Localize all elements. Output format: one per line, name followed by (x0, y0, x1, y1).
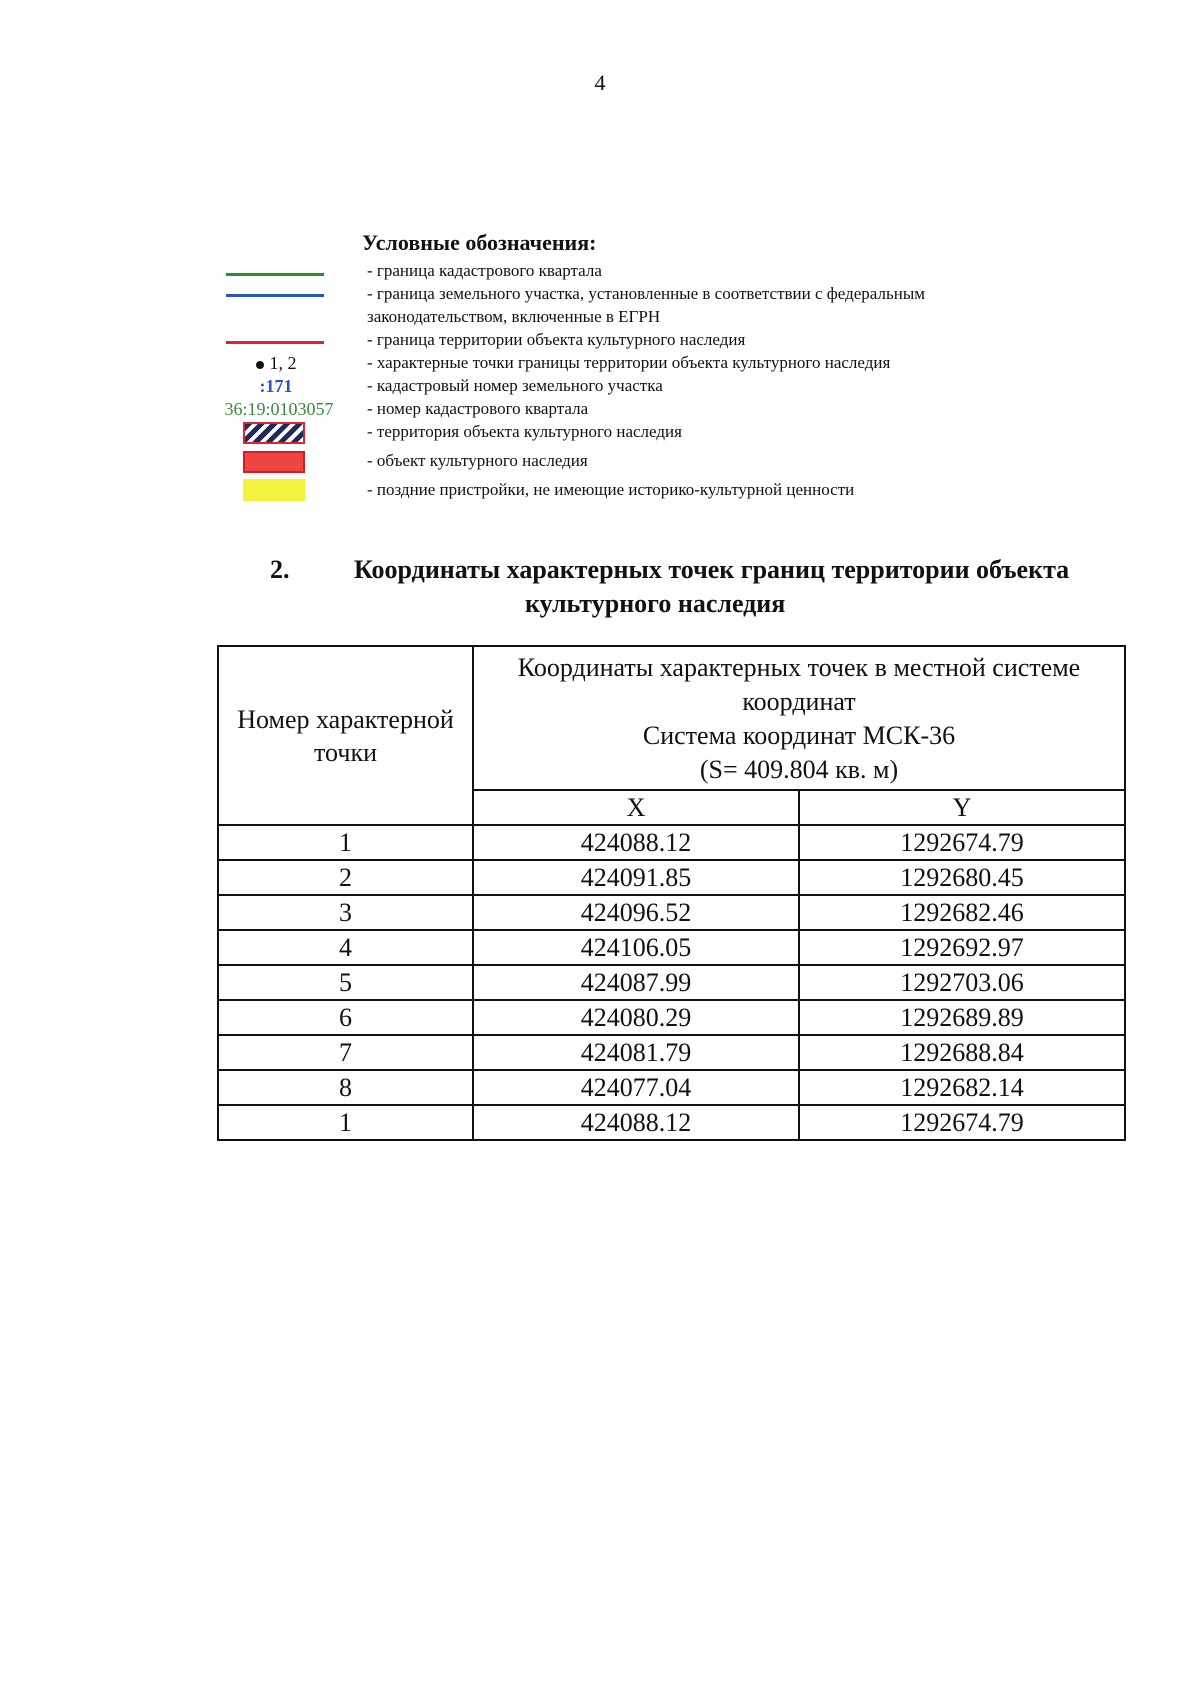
page-number: 4 (594, 70, 606, 95)
legend-item-text: - характерные точки границы территории объекта культурного наследия (367, 353, 891, 372)
y-cell: 1292692.97 (799, 930, 1125, 965)
y-cell: 1292682.46 (799, 895, 1125, 930)
table-row (218, 1070, 1125, 1105)
hatched-territory-icon (243, 422, 305, 444)
x-cell: 424096.52 (473, 895, 799, 930)
x-cell: 424088.12 (473, 825, 799, 860)
heritage-object-icon (243, 451, 305, 473)
legend-item-text: - граница земельного участка, установленные в соответствии с федеральным (367, 284, 926, 303)
table-row (218, 860, 1125, 895)
cadastral-number-symbol: :171 (259, 376, 293, 396)
legend-item-text: - кадастровый номер земельного участка (367, 376, 663, 395)
legend-item-text: - номер кадастрового квартала (367, 399, 589, 418)
y-cell: 1292680.45 (799, 860, 1125, 895)
legend-item-text: - граница кадастрового квартала (367, 261, 602, 280)
green-line-icon (226, 273, 324, 276)
point-dot-icon (256, 361, 264, 369)
point-cell: 8 (218, 1070, 473, 1105)
y-cell: 1292674.79 (799, 825, 1125, 860)
section-title-line-1: Координаты характерных точек границ территории объекта (354, 555, 1070, 584)
point-cell: 7 (218, 1035, 473, 1070)
red-line-icon (226, 341, 324, 344)
x-cell: 424088.12 (473, 1105, 799, 1140)
legend-item-text: - поздние пристройки, не имеющие историко-культурной ценности (367, 480, 855, 499)
x-cell: 424081.79 (473, 1035, 799, 1070)
y-cell: 1292674.79 (799, 1105, 1125, 1140)
point-cell: 2 (218, 860, 473, 895)
point-cell: 6 (218, 1000, 473, 1035)
y-cell: 1292689.89 (799, 1000, 1125, 1035)
point-cell: 1 (218, 1105, 473, 1140)
table-row (218, 895, 1125, 930)
x-cell: 424077.04 (473, 1070, 799, 1105)
point-symbol (236, 353, 316, 374)
table-row (218, 930, 1125, 965)
table-row (218, 825, 1125, 860)
x-cell: 424080.29 (473, 1000, 799, 1035)
coordinates-header (473, 646, 1125, 790)
y-cell: 1292682.14 (799, 1070, 1125, 1105)
y-cell: 1292688.84 (799, 1035, 1125, 1070)
table-row (218, 1000, 1125, 1035)
y-cell: 1292703.06 (799, 965, 1125, 1000)
coordinates-header-line: координат (742, 687, 856, 716)
late-extension-icon (243, 479, 305, 501)
point-cell: 5 (218, 965, 473, 1000)
x-cell: 424106.05 (473, 930, 799, 965)
legend-item-text: законодательством, включенные в ЕГРН (367, 307, 661, 326)
coordinates-header-line: (S= 409.804 кв. м) (699, 755, 899, 784)
section-title-line-2: культурного наследия (525, 589, 786, 618)
table-row (218, 1035, 1125, 1070)
y-column-header: Y (799, 790, 1125, 825)
x-cell: 424087.99 (473, 965, 799, 1000)
point-cell: 4 (218, 930, 473, 965)
x-cell: 424091.85 (473, 860, 799, 895)
coordinates-header-line: Координаты характерных точек в местной системе (517, 653, 1081, 682)
section-number: 2. (270, 555, 290, 584)
coordinates-header-line: Система координат МСК-36 (642, 721, 956, 750)
legend-item-text: - объект культурного наследия (367, 451, 588, 470)
x-column-header: X (473, 790, 799, 825)
quarter-number-symbol: 36:19:0103057 (224, 399, 334, 419)
coordinates-table (217, 645, 1126, 1141)
point-cell: 1 (218, 825, 473, 860)
legend-item-text: - граница территории объекта культурного наследия (367, 330, 746, 349)
table-row (218, 965, 1125, 1000)
table-row (218, 1105, 1125, 1140)
point-cell: 3 (218, 895, 473, 930)
legend-title: Условные обозначения: (362, 230, 597, 255)
point-number-header: Номер характерной точки (218, 646, 473, 825)
legend-item-text: - территория объекта культурного наследия (367, 422, 682, 441)
point-symbol-label: 1, 2 (269, 353, 297, 373)
blue-line-icon (226, 294, 324, 297)
